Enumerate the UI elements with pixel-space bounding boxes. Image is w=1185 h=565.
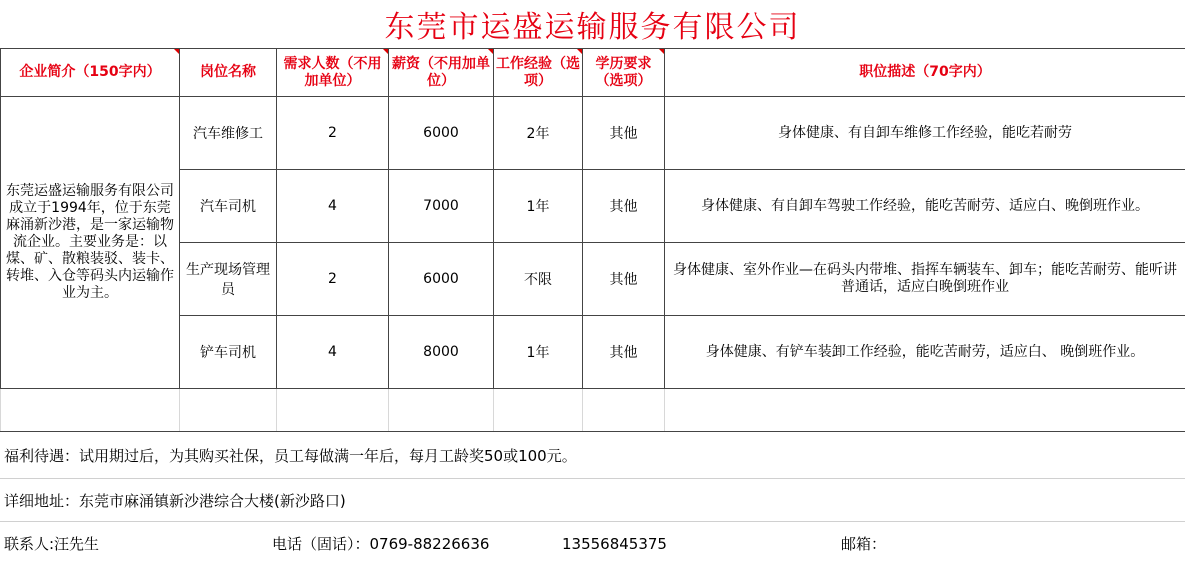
job-table — [0, 48, 1185, 432]
education-cell[interactable]: 其他 — [583, 316, 665, 389]
address-text: 详细地址：东莞市麻涌镇新沙港综合大楼(新沙路口) — [4, 491, 346, 510]
position-cell[interactable]: 汽车司机 — [180, 170, 277, 243]
contact-phone: 电话（固话）：0769-88226636 — [272, 535, 490, 553]
benefits-text: 福利待遇：试用期过后，为其购买社保，员工每做满一年后，每月工龄奖50或100元。 — [4, 447, 577, 465]
empty-cell[interactable] — [277, 389, 389, 432]
salary-cell[interactable]: 7000 — [389, 170, 494, 243]
contact-mobile: 13556845375 — [562, 534, 667, 553]
header-education[interactable]: 学历要求（选项） — [583, 49, 665, 97]
empty-cell[interactable] — [583, 389, 665, 432]
contact-row[interactable] — [0, 522, 1185, 565]
header-salary[interactable]: 薪资（不用加单位） — [389, 49, 494, 97]
description-cell[interactable]: 身体健康、有自卸车维修工作经验，能吃若耐劳 — [665, 97, 1185, 170]
salary-cell[interactable]: 6000 — [389, 97, 494, 170]
position-cell[interactable]: 铲车司机 — [180, 316, 277, 389]
position-cell[interactable]: 生产现场管理员 — [180, 243, 277, 316]
header-position[interactable]: 岗位名称 — [180, 49, 277, 97]
comment-marker-icon — [174, 49, 179, 54]
comment-marker-icon — [383, 49, 388, 54]
description-cell[interactable]: 身体健康、室外作业—在码头内带堆、指挥车辆装车、卸车；能吃苦耐劳、能听讲普通话，适应白晚倒班作业 — [665, 243, 1185, 316]
empty-cell[interactable] — [494, 389, 583, 432]
empty-cell[interactable] — [665, 389, 1185, 432]
comment-marker-icon — [577, 49, 582, 54]
count-cell[interactable]: 2 — [277, 97, 389, 170]
address-row[interactable] — [0, 479, 1185, 522]
description-cell[interactable]: 身体健康、有自卸车驾驶工作经验，能吃苦耐劳、适应白、晚倒班作业。 — [665, 170, 1185, 243]
education-cell[interactable]: 其他 — [583, 97, 665, 170]
company-intro-cell[interactable]: 东莞运盛运输服务有限公司成立于1994年，位于东莞麻涌新沙港，是一家运输物流企业。主要业务是：以煤、矿、散粮装驳、装卡、转堆、入仓等码头内运输作业为主。 — [1, 97, 180, 389]
contact-email: 邮箱： — [841, 535, 887, 553]
education-cell[interactable]: 其他 — [583, 243, 665, 316]
header-row — [1, 49, 1185, 97]
description-cell[interactable]: 身体健康、有铲车装卸工作经验，能吃苦耐劳，适应白、 晚倒班作业。 — [665, 316, 1185, 389]
benefits-row[interactable] — [0, 433, 1185, 479]
experience-cell[interactable]: 2年 — [494, 97, 583, 170]
empty-row — [1, 389, 1185, 432]
experience-cell[interactable]: 不限 — [494, 243, 583, 316]
count-cell[interactable]: 2 — [277, 243, 389, 316]
empty-cell[interactable] — [1, 389, 180, 432]
salary-cell[interactable]: 6000 — [389, 243, 494, 316]
company-title: 东莞市运盛运输服务有限公司 — [384, 10, 801, 45]
count-cell[interactable]: 4 — [277, 316, 389, 389]
empty-cell[interactable] — [389, 389, 494, 432]
experience-cell[interactable]: 1年 — [494, 316, 583, 389]
count-cell[interactable]: 4 — [277, 170, 389, 243]
contact-person: 联系人:汪先生 — [4, 535, 100, 553]
header-description[interactable]: 职位描述（70字内） — [665, 49, 1185, 97]
header-count[interactable]: 需求人数（不用加单位） — [277, 49, 389, 97]
comment-marker-icon — [488, 49, 493, 54]
position-cell[interactable]: 汽车维修工 — [180, 97, 277, 170]
comment-marker-icon — [659, 49, 664, 54]
header-intro[interactable]: 企业简介（150字内） — [1, 49, 180, 97]
empty-cell[interactable] — [180, 389, 277, 432]
table-row — [1, 97, 1185, 170]
salary-cell[interactable]: 8000 — [389, 316, 494, 389]
experience-cell[interactable]: 1年 — [494, 170, 583, 243]
header-experience[interactable]: 工作经验（选项） — [494, 49, 583, 97]
education-cell[interactable]: 其他 — [583, 170, 665, 243]
